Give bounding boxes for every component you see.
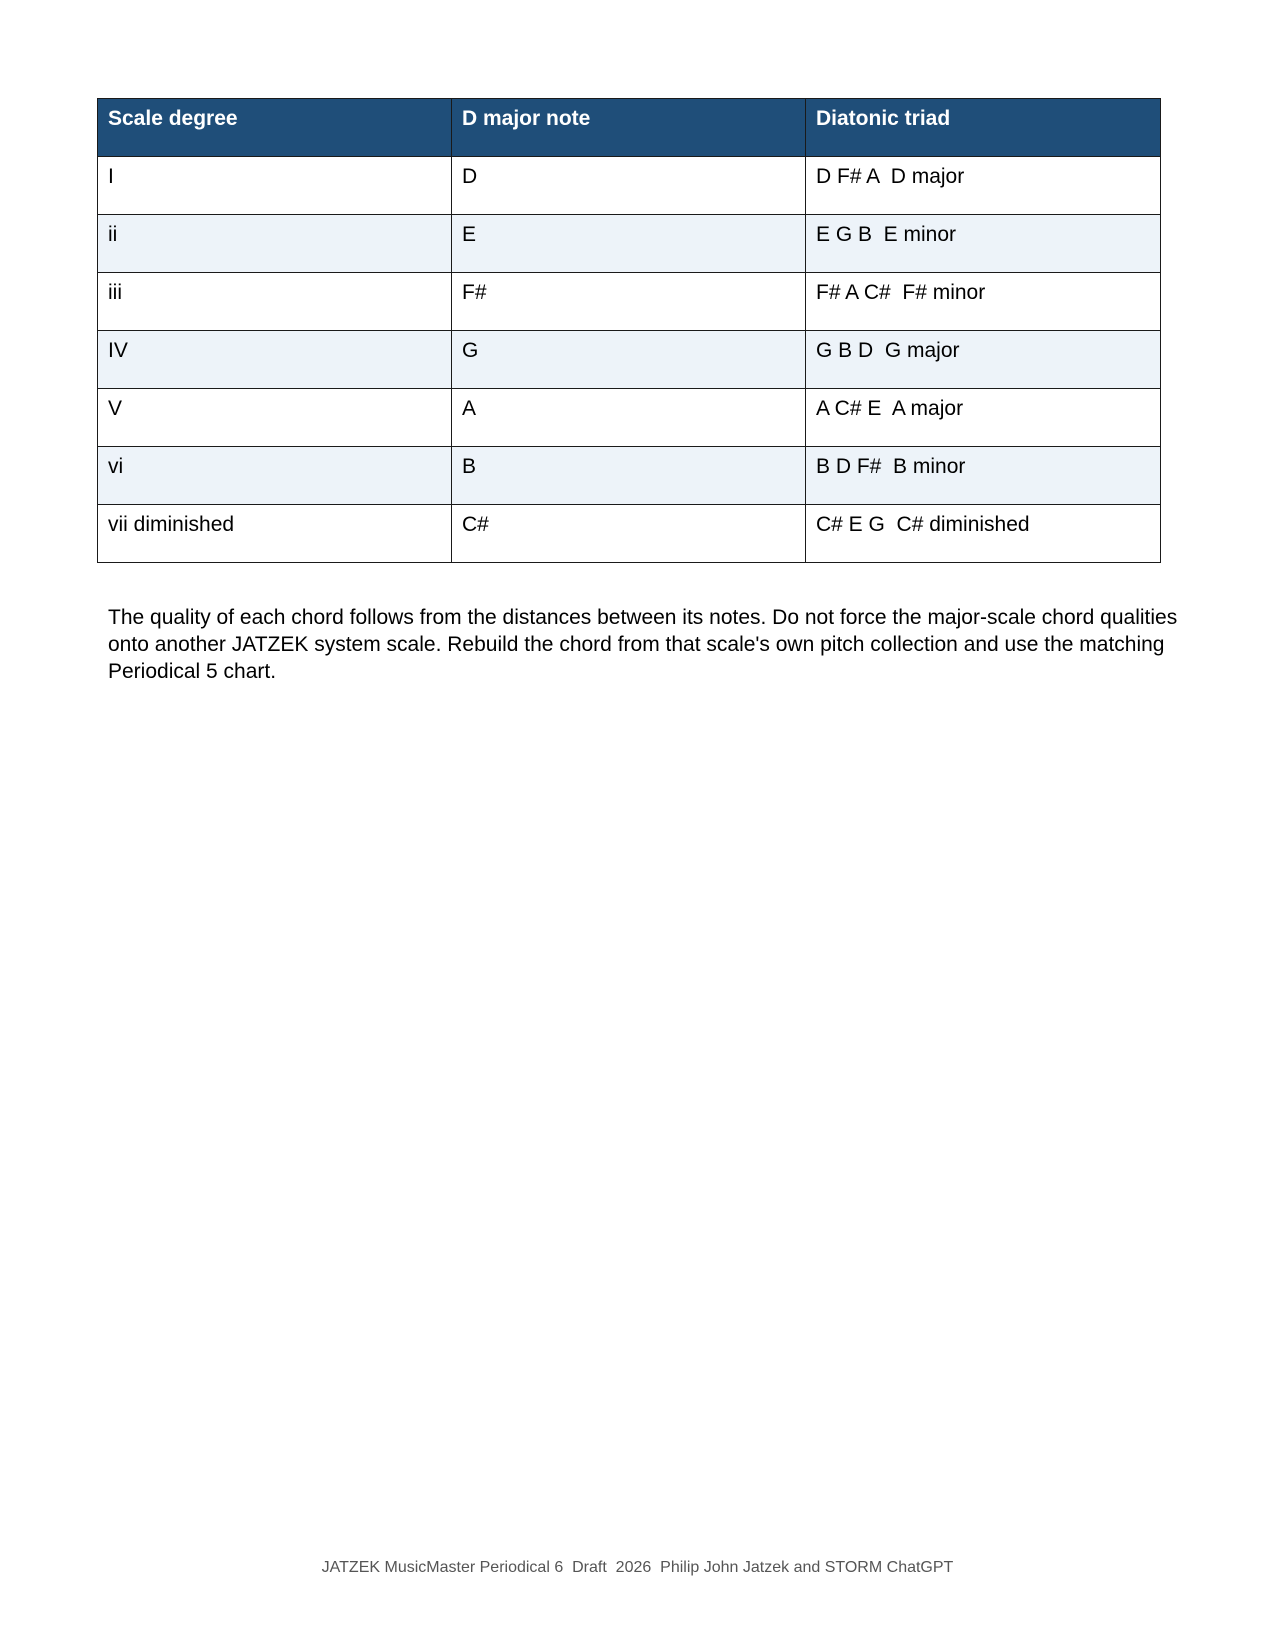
cell-scale-degree: ii xyxy=(98,215,452,273)
cell-note: D xyxy=(452,157,806,215)
cell-triad: D F# A D major xyxy=(806,157,1161,215)
cell-scale-degree: vii diminished xyxy=(98,505,452,563)
cell-triad: G B D G major xyxy=(806,331,1161,389)
cell-triad: C# E G C# diminished xyxy=(806,505,1161,563)
table-body xyxy=(98,157,1161,563)
cell-note: C# xyxy=(452,505,806,563)
table-row xyxy=(98,331,1161,389)
cell-note: A xyxy=(452,389,806,447)
cell-note: F# xyxy=(452,273,806,331)
header-diatonic-triad: Diatonic triad xyxy=(806,99,1161,157)
cell-scale-degree: I xyxy=(98,157,452,215)
cell-scale-degree: vi xyxy=(98,447,452,505)
cell-note: E xyxy=(452,215,806,273)
header-scale-degree: Scale degree xyxy=(98,99,452,157)
table-header xyxy=(98,99,1161,157)
body-paragraph: The quality of each chord follows from the distances between its notes. Do not force the major-scale chord qualities onto another JATZEK system scale. Rebuild the chord from that scale's own pitch collection and use the matching Periodical 5 chart. xyxy=(108,606,1178,683)
cell-note: B xyxy=(452,447,806,505)
table-row xyxy=(98,273,1161,331)
cell-triad: A C# E A major xyxy=(806,389,1161,447)
diatonic-triads-table xyxy=(97,98,1161,563)
cell-triad: B D F# B minor xyxy=(806,447,1161,505)
cell-scale-degree: V xyxy=(98,389,452,447)
table-row xyxy=(98,215,1161,273)
cell-triad: E G B E minor xyxy=(806,215,1161,273)
table-header-row xyxy=(98,99,1161,157)
table-row xyxy=(98,505,1161,563)
table-row xyxy=(98,157,1161,215)
cell-scale-degree: iii xyxy=(98,273,452,331)
cell-scale-degree: IV xyxy=(98,331,452,389)
table-row xyxy=(98,447,1161,505)
table-row xyxy=(98,389,1161,447)
header-d-major-note: D major note xyxy=(452,99,806,157)
cell-note: G xyxy=(452,331,806,389)
page-footer: JATZEK MusicMaster Periodical 6 Draft 2026 Philip John Jatzek and STORM ChatGPT xyxy=(321,1559,954,1576)
cell-triad: F# A C# F# minor xyxy=(806,273,1161,331)
